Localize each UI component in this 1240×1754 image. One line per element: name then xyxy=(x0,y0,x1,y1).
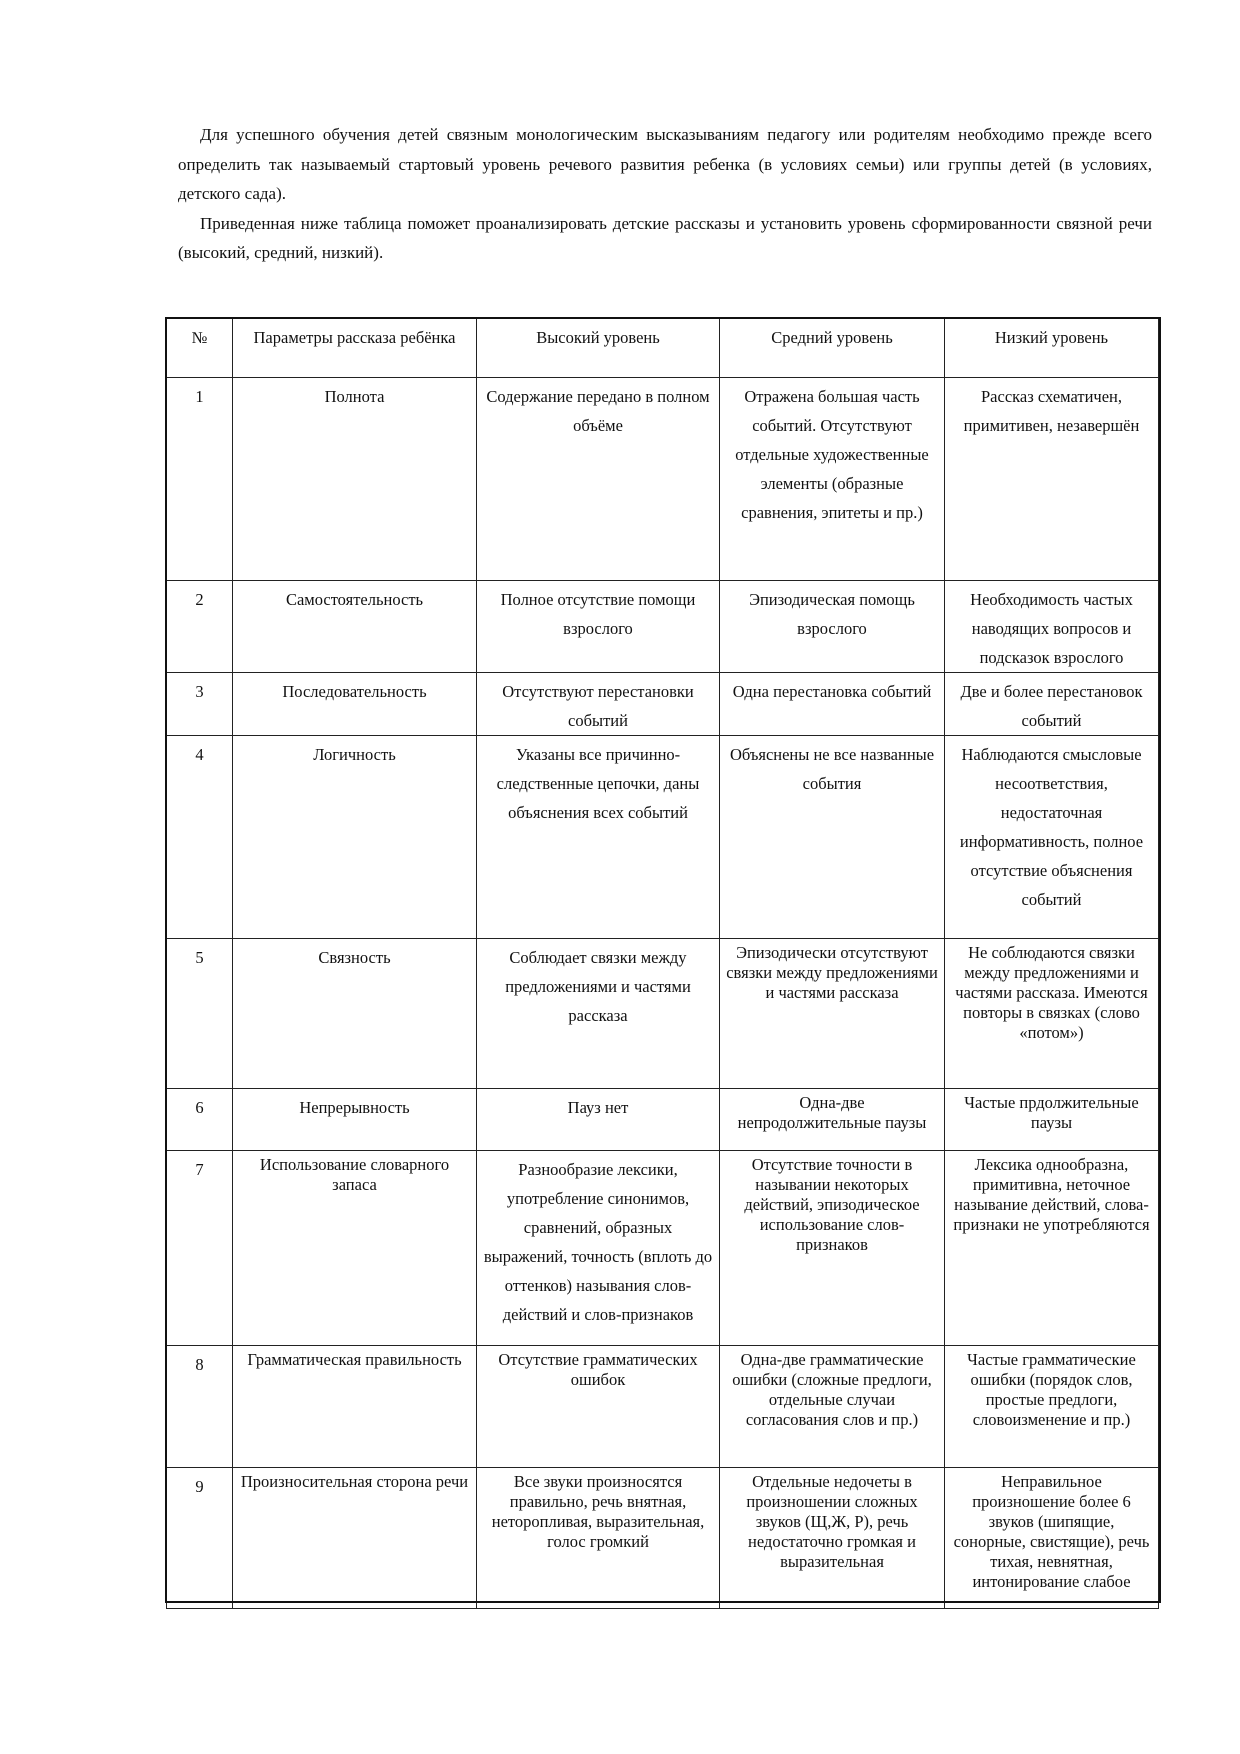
table-row xyxy=(167,1346,1159,1468)
row-parameter: Полнота xyxy=(233,378,477,581)
row-low: Необходимость частых наводящих вопросов и подсказок взрослого xyxy=(945,581,1159,673)
table-row xyxy=(167,378,1159,581)
header-low-level: Низкий уровень xyxy=(945,319,1159,378)
row-low: Рассказ схематичен, примитивен, незавершён xyxy=(945,378,1159,581)
table-row xyxy=(167,581,1159,673)
row-low: Неправильное произношение более 6 звуков (шипящие, сонорные, свистящие), речь тихая, невнятная, интонирование слабое xyxy=(945,1468,1159,1609)
intro-paragraph-1: Для успешного обучения детей связным монологическим высказываниям педагогу или родителям необходимо прежде всего определить так называемый стартовый уровень речевого развития ребенка (в условиях семьи) или группы детей (в условиях, детского сада). xyxy=(178,125,1152,203)
row-mid: Отражена большая часть событий. Отсутствуют отдельные художественные элементы (образные сравнения, эпитеты и пр.) xyxy=(720,378,945,581)
row-number: 5 xyxy=(167,939,233,1089)
row-high: Отсутствуют перестановки событий xyxy=(477,673,720,736)
table-row xyxy=(167,736,1159,939)
row-parameter: Грамматическая правильность xyxy=(233,1346,477,1468)
row-parameter: Последовательность xyxy=(233,673,477,736)
row-number: 4 xyxy=(167,736,233,939)
row-mid: Отсутствие точности в назывании некоторых действий, эпизодическое использование слов-признаков xyxy=(720,1151,945,1346)
row-number: 8 xyxy=(167,1346,233,1468)
row-high: Отсутствие грамматических ошибок xyxy=(477,1346,720,1468)
table-row xyxy=(167,1468,1159,1609)
row-number: 1 xyxy=(167,378,233,581)
row-high: Полное отсутствие помощи взрослого xyxy=(477,581,720,673)
row-number: 7 xyxy=(167,1151,233,1346)
row-parameter: Логичность xyxy=(233,736,477,939)
header-parameters: Параметры рассказа ребёнка xyxy=(233,319,477,378)
row-high: Содержание передано в полном объёме xyxy=(477,378,720,581)
row-low: Две и более перестановок событий xyxy=(945,673,1159,736)
row-low: Не соблюдаются связки между предложениями и частями рассказа. Имеются повторы в связках (слово «потом») xyxy=(945,939,1159,1089)
row-parameter: Произносительная сторона речи xyxy=(233,1468,477,1609)
header-high-level: Высокий уровень xyxy=(477,319,720,378)
intro-text xyxy=(178,120,1152,268)
row-mid: Одна перестановка событий xyxy=(720,673,945,736)
row-number: 9 xyxy=(167,1468,233,1609)
row-low: Частые грамматические ошибки (порядок слов, простые предлоги, словоизменение и пр.) xyxy=(945,1346,1159,1468)
row-number: 6 xyxy=(167,1089,233,1151)
table-row xyxy=(167,1151,1159,1346)
row-high: Соблюдает связки между предложениями и частями рассказа xyxy=(477,939,720,1089)
row-mid: Объяснены не все названные события xyxy=(720,736,945,939)
row-number: 2 xyxy=(167,581,233,673)
intro-paragraph-2: Приведенная ниже таблица поможет проанализировать детские рассказы и установить уровень сформированности связной речи (высокий, средний, низкий). xyxy=(178,213,1152,262)
row-parameter: Использование словарного запаса xyxy=(233,1151,477,1346)
table-header-row xyxy=(167,319,1159,378)
row-mid: Эпизодически отсутствуют связки между предложениями и частями рассказа xyxy=(720,939,945,1089)
row-high: Разнообразие лексики, употребление синонимов, сравнений, образных выражений, точность (вплоть до оттенков) называния слов-действий и слов-признаков xyxy=(477,1151,720,1346)
row-high: Все звуки произносятся правильно, речь внятная, неторопливая, выразительная, голос громкий xyxy=(477,1468,720,1609)
row-low: Частые прдолжительные паузы xyxy=(945,1089,1159,1151)
row-mid: Одна-две непродолжительные паузы xyxy=(720,1089,945,1151)
table-row xyxy=(167,939,1159,1089)
row-low: Наблюдаются смысловые несоответствия, недостаточная информативность, полное отсутствие объяснения событий xyxy=(945,736,1159,939)
row-number: 3 xyxy=(167,673,233,736)
row-parameter: Связность xyxy=(233,939,477,1089)
header-mid-level: Средний уровень xyxy=(720,319,945,378)
row-low: Лексика однообразна, примитивна, неточное называние действий, слова-признаки не употребляются xyxy=(945,1151,1159,1346)
row-mid: Отдельные недочеты в произношении сложных звуков (Щ,Ж, Р), речь недостаточно громкая и выразительная xyxy=(720,1468,945,1609)
table-row xyxy=(167,673,1159,736)
row-mid: Эпизодическая помощь взрослого xyxy=(720,581,945,673)
speech-levels-table xyxy=(166,318,1159,1609)
row-parameter: Самостоятельность xyxy=(233,581,477,673)
table-row xyxy=(167,1089,1159,1151)
row-mid: Одна-две грамматические ошибки (сложные предлоги, отдельные случаи согласования слов и пр.) xyxy=(720,1346,945,1468)
header-number: № xyxy=(167,319,233,378)
row-high: Пауз нет xyxy=(477,1089,720,1151)
row-high: Указаны все причинно-следственные цепочки, даны объяснения всех событий xyxy=(477,736,720,939)
row-parameter: Непрерывность xyxy=(233,1089,477,1151)
